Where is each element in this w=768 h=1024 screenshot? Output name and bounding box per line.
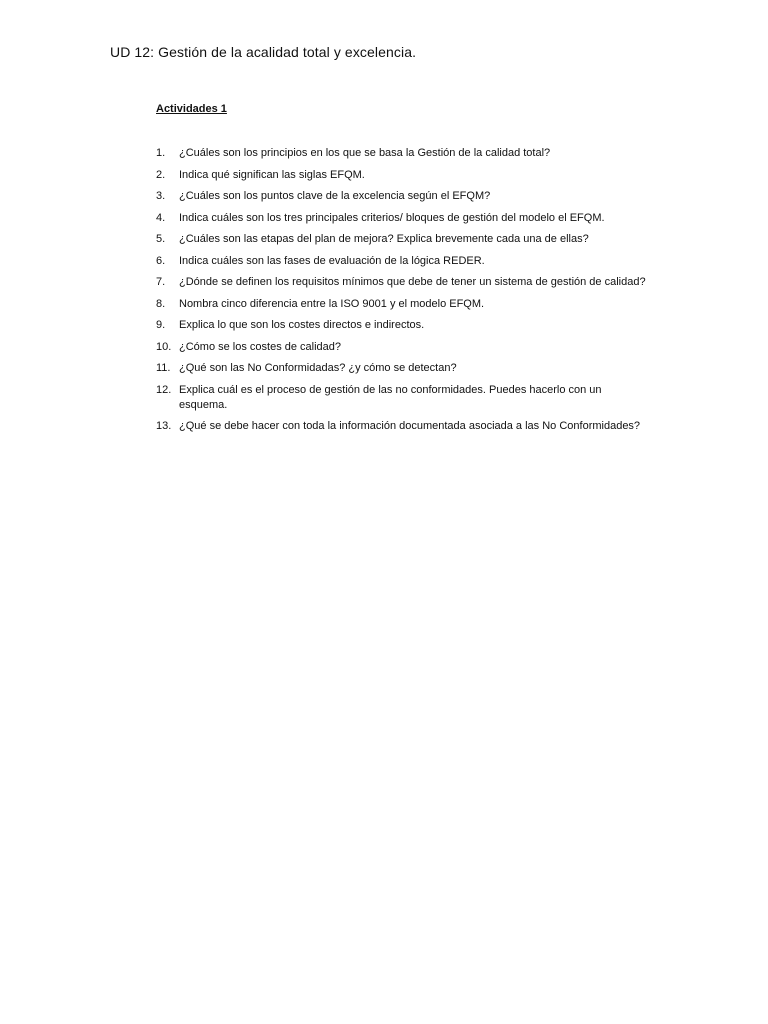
question-text: ¿Cuáles son los puntos clave de la excelencia según el EFQM? (179, 190, 491, 202)
question-number: 6. (156, 254, 166, 267)
question-item (156, 318, 646, 333)
question-text: Explica lo que son los costes directos e indirectos. (179, 319, 425, 331)
question-item (156, 419, 646, 434)
question-item (156, 361, 646, 376)
question-text: ¿Qué se debe hacer con toda la información documentada asociada a las No Conformidades? (179, 420, 641, 432)
question-text: Indica cuáles son las fases de evaluación de la lógica REDER. (179, 254, 485, 267)
question-item (156, 189, 646, 204)
question-number: 5. (156, 233, 166, 245)
question-number: 12. (156, 383, 172, 396)
question-item (156, 146, 646, 161)
question-number: 9. (156, 319, 166, 331)
question-item (156, 254, 646, 269)
question-text: Explica cuál es el proceso de gestión de las no conformidades. Puedes hacerlo con un esquema. (179, 383, 602, 411)
section-heading: Actividades 1 (156, 103, 227, 115)
question-text: ¿Cuáles son los principios en los que se basa la Gestión de la calidad total? (179, 147, 551, 159)
question-number: 10. (156, 340, 172, 353)
question-text: ¿Cuáles son las etapas del plan de mejora? Explica brevemente cada una de ellas? (179, 233, 589, 245)
question-text: Nombra cinco diferencia entre la ISO 9001 y el modelo EFQM. (179, 297, 485, 310)
question-item (156, 211, 646, 226)
question-item (156, 232, 646, 247)
question-text: ¿Cómo se los costes de calidad? (179, 340, 342, 353)
question-number: 2. (156, 168, 166, 181)
question-number: 3. (156, 190, 166, 202)
question-number: 11. (156, 362, 171, 374)
question-number: 7. (156, 276, 166, 288)
document-title: UD 12: Gestión de la acalidad total y excelencia. (110, 44, 417, 60)
question-number: 8. (156, 297, 166, 310)
question-item (156, 275, 646, 290)
question-item (156, 168, 646, 183)
question-item (156, 340, 646, 355)
question-text: Indica qué significan las siglas EFQM. (179, 168, 365, 181)
question-number: 1. (156, 147, 166, 159)
question-text: ¿Dónde se definen los requisitos mínimos que debe de tener un sistema de gestión de calidad? (179, 276, 646, 288)
question-item (156, 383, 646, 413)
question-list (156, 146, 646, 441)
question-text: ¿Qué son las No Conformidadas? ¿y cómo se detectan? (179, 362, 457, 374)
question-number: 13. (156, 420, 172, 432)
question-text: Indica cuáles son los tres principales criterios/ bloques de gestión del modelo el EFQM. (179, 211, 605, 224)
question-item (156, 297, 646, 312)
question-number: 4. (156, 211, 166, 224)
